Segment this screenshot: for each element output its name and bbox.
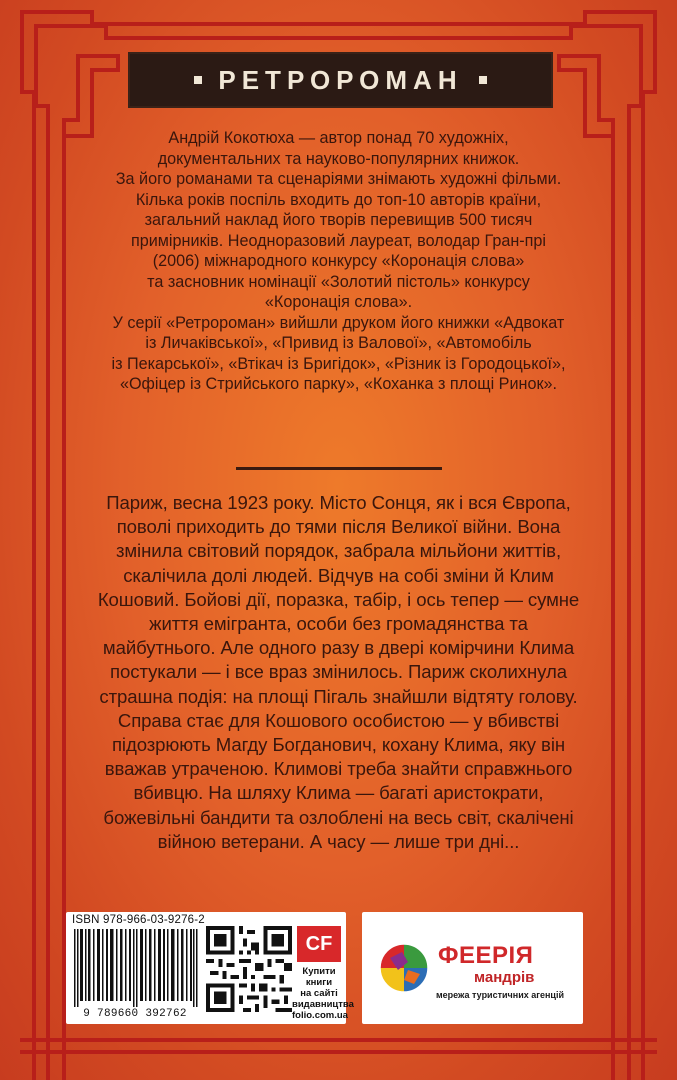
bio-line: (2006) міжнародного конкурсу «Коронація слова»: [152, 252, 525, 270]
synopsis-line: поволі приходить до тями після Великої війни. Вона: [116, 516, 561, 538]
partner-subtitle: мандрів: [474, 969, 535, 986]
publisher-logo-text: CF: [305, 932, 333, 955]
synopsis-line: вбивцю. На шляху Клима — багаті аристократи,: [133, 782, 544, 804]
banner-dot-left: [194, 76, 202, 84]
barcode-digits: 9 789660 392762: [83, 1008, 187, 1020]
series-title: РЕТРОРОМАН: [218, 64, 463, 95]
partner-globe-icon: [376, 940, 432, 996]
partner-tagline: мережа туристичних агенцій: [436, 990, 564, 1000]
publisher-note-line: folio.com.ua: [292, 1010, 348, 1021]
publisher-logo: [297, 926, 341, 962]
synopsis-line: життя емігранта, особи без громадянства та: [149, 613, 528, 635]
bio-line: Андрій Кокотюха — автор понад 70 художніх,: [168, 129, 509, 147]
publisher-note-line: Купити книги: [302, 966, 336, 988]
series-banner: [128, 52, 553, 108]
author-bio: [58, 128, 619, 395]
bio-line: У серії «Ретророман» вийшли друком його книжки «Адвокат: [112, 313, 565, 332]
synopsis-line: Париж, весна 1923 року. Місто Сонця, як і вся Європа,: [106, 492, 571, 513]
isbn-label: ISBN 978-966-03-9276-2: [72, 914, 205, 926]
synopsis-line: Справа стає для Кошового особистою — у вбивстві: [117, 709, 560, 731]
barcode-panel: [66, 912, 354, 1024]
synopsis-line: постукали — і все враз змінилось. Париж сколихнула: [110, 661, 567, 683]
publisher-note-line: видавництва: [292, 999, 354, 1010]
synopsis-line: майбутнього. Але одного разу в двері комірчини Клима: [102, 637, 575, 659]
synopsis-line: підозрюють Магду Богданович, кохану Клима, яку він: [111, 734, 566, 756]
synopsis-line: змінила світовий порядок, забрала мільйони життів,: [115, 540, 562, 562]
synopsis: [58, 491, 619, 854]
bio-line: «Офіцер із Стрийського парку», «Коханка з площі Ринок».: [119, 375, 558, 393]
bio-line: із Пекарської», «Втікач із Бригідок», «Різник із Городоцької»,: [111, 354, 566, 373]
partner-panel: [362, 912, 583, 1024]
bio-line: із Личаківської», «Привид із Валової», «Автомобіль: [145, 334, 532, 352]
bio-line: За його романами та сценаріями знімають художні фільми.: [115, 170, 562, 188]
publisher-note: [292, 966, 354, 1021]
bio-line: «Коронація слова».: [264, 293, 413, 311]
synopsis-line: Кошовий. Бойові дії, поразка, табір, і ось тепер — сумне: [97, 588, 580, 610]
bio-line: Кілька років поспіль входить до топ-10 авторів країни,: [135, 190, 542, 209]
partner-name: ФЕЕРІЯ: [438, 942, 534, 969]
bio-line: та засновник номінації «Золотий пістоль» конкурсу: [147, 272, 530, 291]
barcode-icon: [72, 929, 198, 1007]
bio-line: документальних та науково-популярних книжок.: [157, 149, 520, 168]
bio-line: примірників. Неодноразовий лауреат, володар Гран-прі: [130, 231, 547, 250]
synopsis-line: божевільні бандити та озлоблені на весь світ, скалічені: [103, 806, 574, 828]
publisher-note-line: на сайті: [300, 988, 338, 999]
banner-dot-right: [479, 76, 487, 84]
bio-line: загальний наклад його творів перевищив 500 тисяч: [144, 211, 533, 229]
synopsis-line: вважав утраченою. Климові треба знайти справжнього: [104, 758, 573, 780]
synopsis-line: війною ветерани. А часу — лише три дні...: [157, 830, 520, 852]
qr-code-icon: [206, 926, 292, 1012]
synopsis-line: страшна подія: на площі Пігаль знайшли відтяту голову.: [99, 685, 578, 707]
section-divider: [236, 467, 442, 470]
synopsis-line: скалічила долі людей. Відчув на собі зміни й Клим: [123, 564, 554, 586]
